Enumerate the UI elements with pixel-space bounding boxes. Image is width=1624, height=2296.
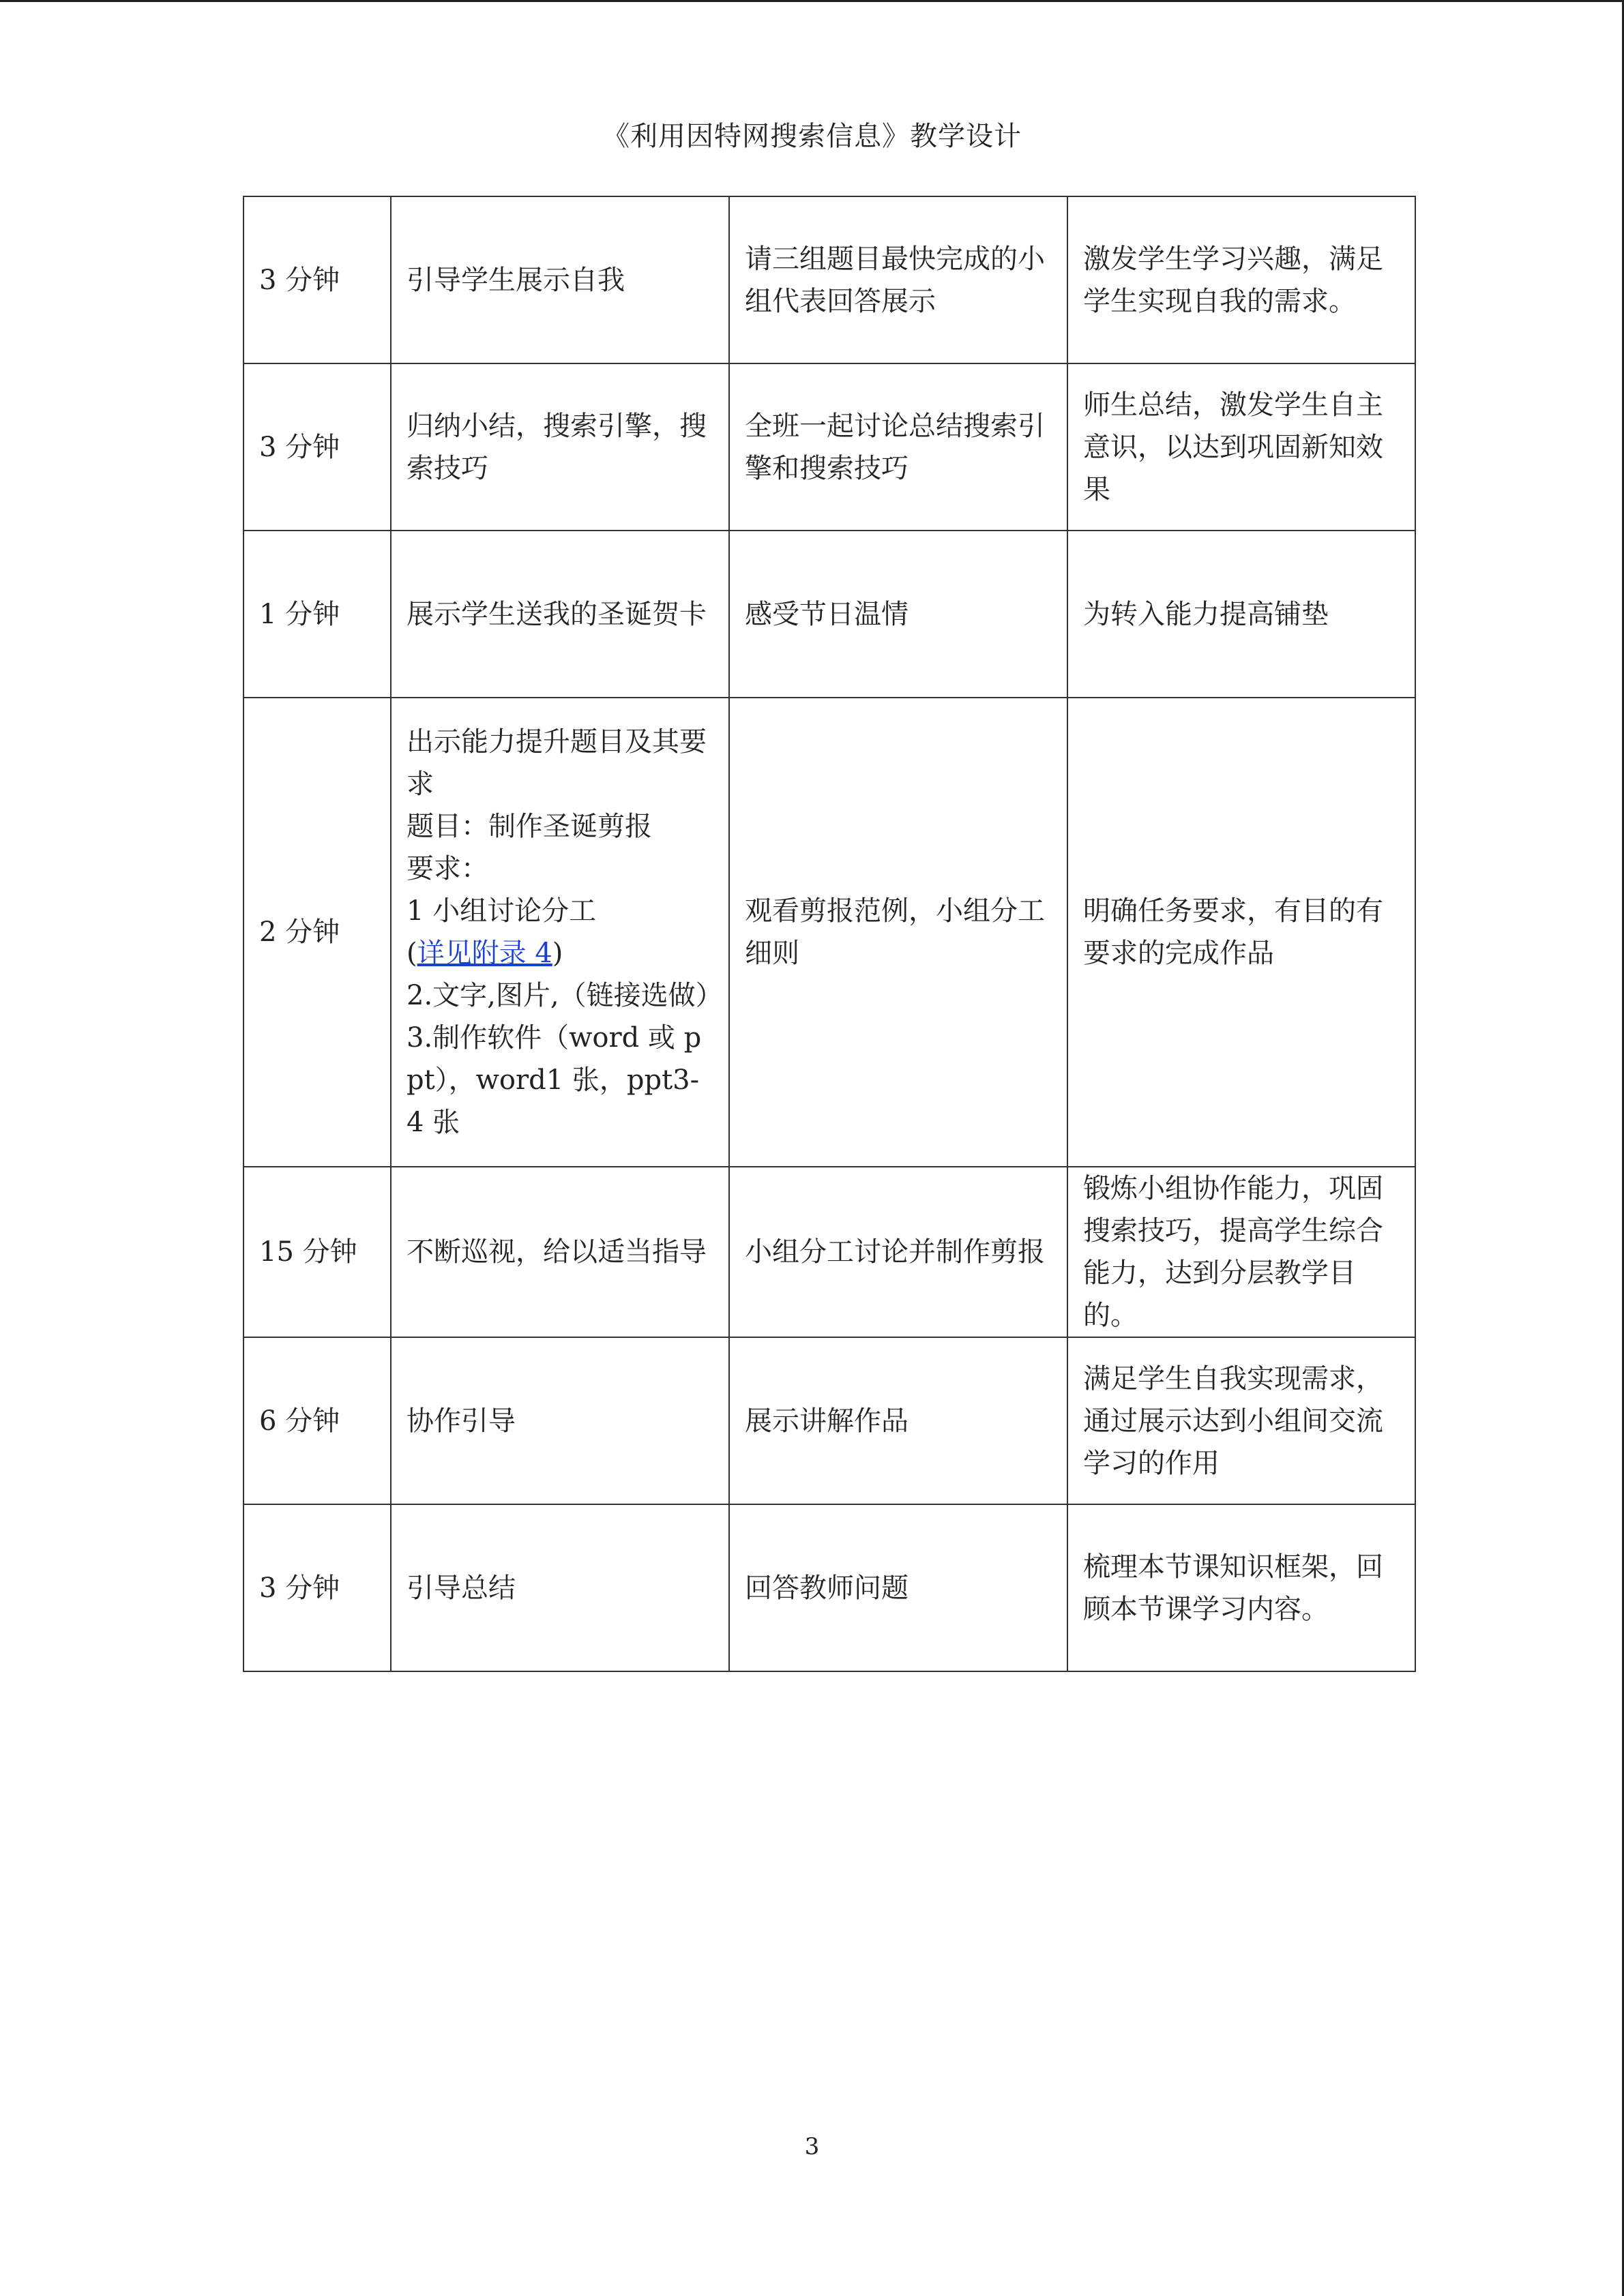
requirement-item-2: 2.文字,图片,（链接选做） [407, 980, 723, 1011]
design-intent-cell: 激发学生学习兴趣，满足学生实现自我的需求。 [1067, 196, 1415, 363]
task-topic-text: 题目：制作圣诞剪报 [407, 811, 652, 842]
page-number: 3 [804, 2133, 820, 2160]
design-intent-cell: 梳理本节课知识框架，回顾本节课学习内容。 [1067, 1504, 1415, 1671]
page-top-border [0, 0, 1624, 2]
student-activity-cell: 观看剪报范例，小组分工细则 [729, 698, 1067, 1167]
table-row [243, 1337, 1415, 1504]
appendix-reference [407, 932, 713, 974]
student-activity-cell: 全班一起讨论总结搜索引擎和搜索技巧 [729, 363, 1067, 531]
time-cell: 3 分钟 [243, 196, 391, 363]
time-cell: 15 分钟 [243, 1167, 391, 1337]
student-activity-cell: 感受节日温情 [729, 531, 1067, 698]
student-activity-cell: 展示讲解作品 [729, 1337, 1067, 1504]
table-row [243, 698, 1415, 1167]
design-intent-cell: 师生总结，激发学生自主意识，以达到巩固新知效果 [1067, 363, 1415, 531]
requirement-item-3: 3.制作软件（word 或 ppt），word1 张，ppt3-4 张 [407, 1022, 702, 1138]
task-requirement-label: 要求： [407, 853, 488, 884]
design-intent-cell: 锻炼小组协作能力，巩固搜索技巧，提高学生综合能力，达到分层教学目的。 [1067, 1167, 1415, 1337]
requirement-item-1: 1 小组讨论分工 [407, 895, 597, 927]
teacher-activity-cell: 引导学生展示自我 [391, 196, 729, 363]
table-row [243, 363, 1415, 531]
time-cell: 1 分钟 [243, 531, 391, 698]
teacher-activity-cell: 协作引导 [391, 1337, 729, 1504]
time-cell: 2 分钟 [243, 698, 391, 1167]
task-intro-text: 出示能力提升题目及其要求 [407, 726, 707, 800]
table-row [243, 1504, 1415, 1671]
table-row [243, 196, 1415, 363]
design-intent-cell: 满足学生自我实现需求，通过展示达到小组间交流学习的作用 [1067, 1337, 1415, 1504]
teacher-activity-cell [391, 698, 729, 1167]
lesson-plan-table [243, 196, 1416, 1672]
teacher-activity-cell: 展示学生送我的圣诞贺卡 [391, 531, 729, 698]
design-intent-cell: 明确任务要求，有目的有要求的完成作品 [1067, 698, 1415, 1167]
table-row [243, 531, 1415, 698]
document-title: 《利用因特网搜索信息》教学设计 [602, 121, 1022, 152]
student-activity-cell: 小组分工讨论并制作剪报 [729, 1167, 1067, 1337]
time-cell: 3 分钟 [243, 363, 391, 531]
student-activity-cell: 回答教师问题 [729, 1504, 1067, 1671]
appendix-close-paren: ) [552, 938, 563, 969]
teacher-activity-cell: 引导总结 [391, 1504, 729, 1671]
teacher-activity-cell: 不断巡视，给以适当指导 [391, 1167, 729, 1337]
table-row [243, 1167, 1415, 1337]
appendix-open-paren: ( [407, 938, 417, 969]
appendix-4-link[interactable]: 详见附录 4 [417, 938, 552, 969]
student-activity-cell: 请三组题目最快完成的小组代表回答展示 [729, 196, 1067, 363]
time-cell: 6 分钟 [243, 1337, 391, 1504]
design-intent-cell: 为转入能力提高铺垫 [1067, 531, 1415, 698]
teacher-activity-cell: 归纳小结，搜索引擎，搜索技巧 [391, 363, 729, 531]
time-cell: 3 分钟 [243, 1504, 391, 1671]
